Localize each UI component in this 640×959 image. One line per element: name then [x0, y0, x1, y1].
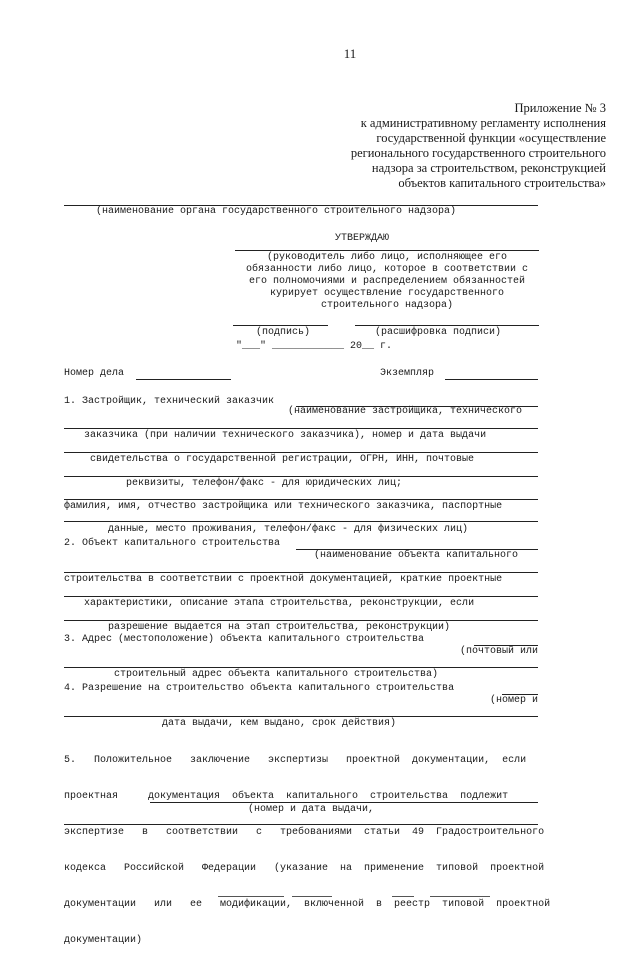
section-1-field-line[interactable] — [64, 521, 538, 522]
section-2-caption: (наименование объекта капитального — [314, 550, 519, 561]
section-5-line: экспертизе в соответствии с требованиями статьи 49 Градостроительного — [64, 827, 545, 838]
approver-caption-line: его полномочиями и распределением обязанностей — [248, 276, 526, 287]
signature-field-line[interactable] — [233, 325, 328, 326]
section-1-title: 1. Застройщик, технический заказчик — [64, 396, 275, 407]
copy-label: Экземпляр — [380, 368, 435, 379]
bottom-field-line[interactable] — [292, 896, 332, 897]
section-5-field-line[interactable] — [64, 824, 538, 825]
case-number-field-line[interactable] — [136, 379, 231, 380]
case-number-label: Номер дела — [64, 368, 125, 379]
section-4-field-line[interactable] — [64, 716, 538, 717]
section-3-caption: строительный адрес объекта капитального строительства) — [114, 669, 439, 680]
section-1-field-line[interactable] — [64, 476, 538, 477]
section-1-caption: реквизиты, телефон/факс - для юридических лиц; — [126, 478, 403, 489]
appendix-line: объектов капитального строительства» — [398, 176, 606, 190]
bottom-field-line[interactable] — [430, 896, 490, 897]
section-2-field-line[interactable] — [64, 596, 538, 597]
approve-title: УТВЕРЖДАЮ — [335, 233, 390, 244]
appendix-header — [246, 101, 606, 191]
organ-caption: (наименование органа государственного строительного надзора) — [96, 206, 457, 217]
appendix-line: надзора за строительством, реконструкцией — [371, 161, 606, 175]
section-3-title: 3. Адрес (местоположение) объекта капитального строительства — [64, 634, 425, 645]
section-2-field-line[interactable] — [64, 572, 538, 573]
approver-caption-line: курирует осуществление государственного — [269, 288, 505, 299]
approver-field-line[interactable] — [235, 250, 539, 251]
approver-caption-line: строительного надзора) — [320, 300, 454, 311]
section-2-caption: разрешение выдается на этап строительства, реконструкции) — [108, 622, 451, 633]
section-3-caption: (почтовый или — [459, 646, 538, 657]
section-4-caption: (номер и — [489, 695, 538, 706]
copy-field-line[interactable] — [445, 379, 538, 380]
bottom-field-line[interactable] — [218, 896, 284, 897]
section-5-field-line[interactable] — [150, 802, 538, 803]
section-1-caption: заказчика (при наличии технического заказчика), номер и дата выдачи — [84, 430, 487, 441]
appendix-line: к административному регламенту исполнения — [360, 116, 606, 130]
decode-caption: (расшифровка подписи) — [375, 327, 502, 338]
section-5-caption: (номер и дата выдачи, — [248, 804, 375, 815]
section-2-title: 2. Объект капитального строительства — [64, 538, 281, 549]
section-2-caption: характеристики, описание этапа строительства, реконструкции, если — [84, 598, 475, 609]
section-4-caption: дата выдачи, кем выдано, срок действия) — [162, 718, 397, 729]
section-5-line: документации или ее модификации, включенной в реестр типовой проектной — [64, 899, 551, 910]
section-1-field-line[interactable] — [64, 499, 538, 500]
section-5-line: кодекса Российской Федерации (указание на применение типовой проектной — [64, 863, 545, 874]
section-1-caption: данные, место проживания, телефон/факс - для физических лиц) — [108, 524, 469, 535]
decode-field-line[interactable] — [355, 325, 539, 326]
approver-caption-line: (руководитель либо лицо, исполняющее его — [266, 252, 508, 263]
section-1-caption: фамилия, имя, отчество застройщика или технического заказчика, паспортные — [64, 501, 503, 512]
section-4-title: 4. Разрешение на строительство объекта капитального строительства — [64, 683, 455, 694]
section-1-field-line[interactable] — [64, 428, 538, 429]
appendix-line: государственной функции «осуществление — [376, 131, 606, 145]
section-5-line: проектная документация объекта капитального строительства подлежит — [64, 791, 509, 802]
approve-date: "___" ____________ 20__ г. — [236, 341, 393, 352]
section-2-caption: строительства в соответствии с проектной документацией, краткие проектные — [64, 574, 503, 585]
section-1-caption: свидетельства о государственной регистрации, ОГРН, ИНН, почтовые — [90, 454, 475, 465]
section-3-field-line[interactable] — [64, 667, 538, 668]
section-5-paragraph — [64, 731, 551, 959]
approver-caption — [235, 252, 539, 312]
signature-caption: (подпись) — [256, 327, 311, 338]
section-2-field-line[interactable] — [64, 620, 538, 621]
page-number: 11 — [343, 46, 357, 61]
appendix-line: регионального государственного строительного — [350, 146, 606, 160]
appendix-line: Приложение № 3 — [514, 101, 606, 115]
section-5-line: 5. Положительное заключение экспертизы проектной документации, если — [64, 755, 527, 766]
bottom-field-line[interactable] — [392, 896, 414, 897]
section-1-caption: (наименование застройщика, технического — [288, 406, 523, 417]
section-5-line: документации) — [64, 935, 143, 946]
approver-caption-line: обязанности либо лицо, которое в соответствии с — [245, 264, 529, 275]
section-1-field-line[interactable] — [64, 452, 538, 453]
